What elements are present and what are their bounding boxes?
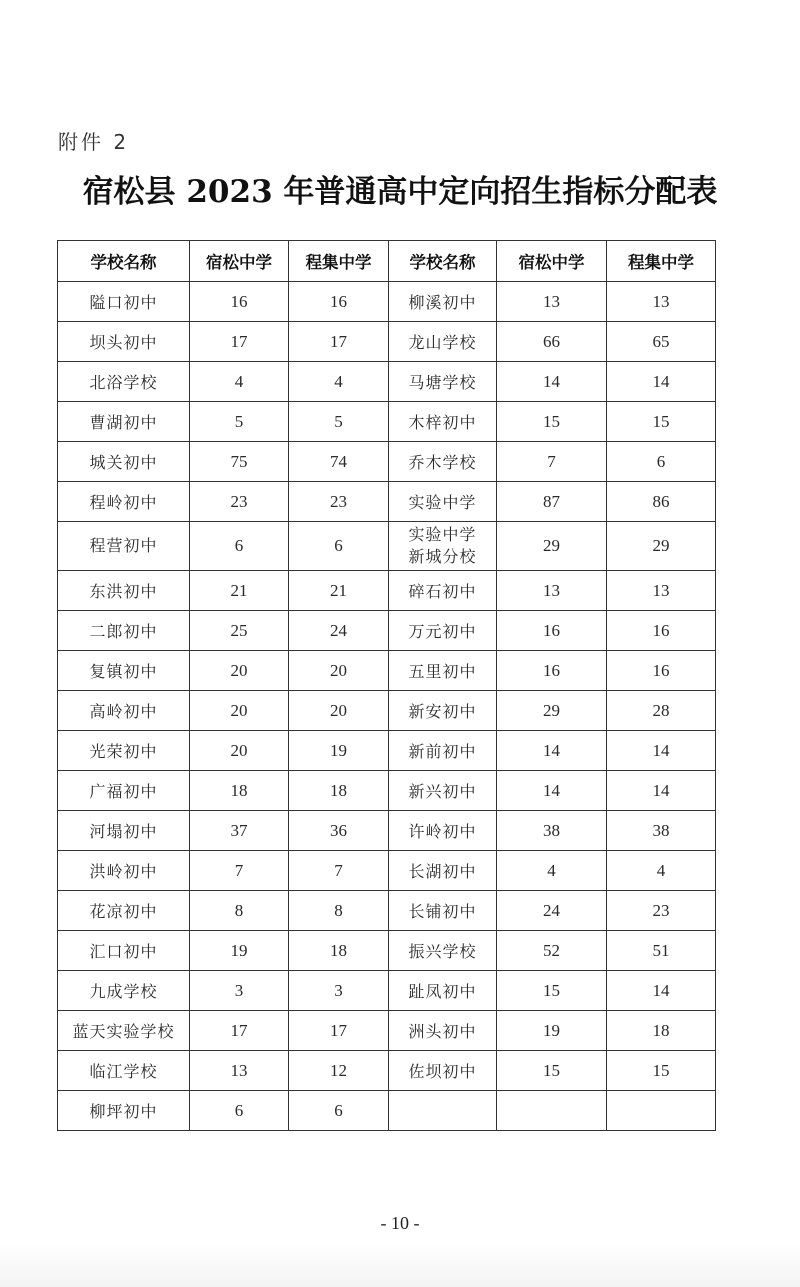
susong-quota-cell: 14 <box>497 362 607 402</box>
chengji-quota-cell: 28 <box>607 691 716 731</box>
chengji-quota-cell: 14 <box>607 362 716 402</box>
table-row <box>58 731 716 771</box>
susong-quota-cell: 23 <box>190 482 289 522</box>
susong-quota-cell: 5 <box>190 402 289 442</box>
table-row <box>58 362 716 402</box>
document-title: 宿松县 2023 年普通高中定向招生指标分配表 <box>82 174 718 210</box>
school-name-cell: 九成学校 <box>58 971 190 1011</box>
header-susong-left: 宿松中学 <box>190 241 289 282</box>
school-name-cell: 临江学校 <box>58 1051 190 1091</box>
chengji-quota-cell: 6 <box>289 1091 389 1131</box>
susong-quota-cell: 20 <box>190 651 289 691</box>
school-name-cell: 程岭初中 <box>58 482 190 522</box>
header-school-name-right: 学校名称 <box>389 241 497 282</box>
table-row <box>58 651 716 691</box>
susong-quota-cell: 20 <box>190 731 289 771</box>
susong-quota-cell: 8 <box>190 891 289 931</box>
susong-quota-cell: 75 <box>190 442 289 482</box>
school-name-cell: 龙山学校 <box>389 322 497 362</box>
table-header-row <box>58 241 716 282</box>
susong-quota-cell: 87 <box>497 482 607 522</box>
school-name-cell: 花凉初中 <box>58 891 190 931</box>
school-name-cell: 洲头初中 <box>389 1011 497 1051</box>
chengji-quota-cell: 14 <box>607 971 716 1011</box>
school-name-cell: 程营初中 <box>58 522 190 571</box>
chengji-quota-cell: 36 <box>289 811 389 851</box>
school-name-cell: 许岭初中 <box>389 811 497 851</box>
table-row <box>58 971 716 1011</box>
susong-quota-cell: 15 <box>497 1051 607 1091</box>
school-name-cell: 复镇初中 <box>58 651 190 691</box>
susong-quota-cell: 29 <box>497 691 607 731</box>
allocation-table <box>57 240 716 1131</box>
susong-quota-cell: 29 <box>497 522 607 571</box>
susong-quota-cell: 16 <box>190 282 289 322</box>
school-name-cell: 城关初中 <box>58 442 190 482</box>
susong-quota-cell: 13 <box>497 571 607 611</box>
chengji-quota-cell: 18 <box>607 1011 716 1051</box>
chengji-quota-cell: 13 <box>607 571 716 611</box>
table-row <box>58 851 716 891</box>
susong-quota-cell: 13 <box>497 282 607 322</box>
susong-quota-cell: 6 <box>190 522 289 571</box>
chengji-quota-cell: 3 <box>289 971 389 1011</box>
table-row <box>58 402 716 442</box>
attachment-label: 附件 2 <box>58 130 130 154</box>
susong-quota-cell: 14 <box>497 771 607 811</box>
table-row <box>58 322 716 362</box>
susong-quota-cell: 17 <box>190 1011 289 1051</box>
school-name-cell: 河塌初中 <box>58 811 190 851</box>
school-name-cell: 万元初中 <box>389 611 497 651</box>
susong-quota-cell: 37 <box>190 811 289 851</box>
school-name-cell: 新前初中 <box>389 731 497 771</box>
chengji-quota-cell: 51 <box>607 931 716 971</box>
susong-quota-cell: 7 <box>190 851 289 891</box>
chengji-quota-cell: 4 <box>289 362 389 402</box>
susong-quota-cell: 18 <box>190 771 289 811</box>
susong-quota-cell <box>497 1091 607 1131</box>
school-name-cell: 振兴学校 <box>389 931 497 971</box>
school-name-cell: 坝头初中 <box>58 322 190 362</box>
chengji-quota-cell: 29 <box>607 522 716 571</box>
school-name-cell: 五里初中 <box>389 651 497 691</box>
school-name-cell: 二郎初中 <box>58 611 190 651</box>
susong-quota-cell: 19 <box>497 1011 607 1051</box>
chengji-quota-cell: 15 <box>607 402 716 442</box>
susong-quota-cell: 3 <box>190 971 289 1011</box>
chengji-quota-cell: 20 <box>289 691 389 731</box>
table-row <box>58 771 716 811</box>
chengji-quota-cell: 23 <box>289 482 389 522</box>
school-name-cell <box>389 522 497 571</box>
chengji-quota-cell <box>607 1091 716 1131</box>
header-school-name-left: 学校名称 <box>58 241 190 282</box>
chengji-quota-cell: 13 <box>607 282 716 322</box>
school-name-line: 新城分校 <box>408 547 477 566</box>
header-chengji-right: 程集中学 <box>607 241 716 282</box>
school-name-cell: 乔木学校 <box>389 442 497 482</box>
chengji-quota-cell: 4 <box>607 851 716 891</box>
table-row <box>58 1051 716 1091</box>
susong-quota-cell: 25 <box>190 611 289 651</box>
susong-quota-cell: 16 <box>497 611 607 651</box>
school-name-cell: 实验中学 <box>389 482 497 522</box>
school-name-cell: 长湖初中 <box>389 851 497 891</box>
header-chengji-left: 程集中学 <box>289 241 389 282</box>
school-name-cell: 光荣初中 <box>58 731 190 771</box>
school-name-line: 实验中学 <box>408 525 477 544</box>
susong-quota-cell: 14 <box>497 731 607 771</box>
chengji-quota-cell: 8 <box>289 891 389 931</box>
chengji-quota-cell: 86 <box>607 482 716 522</box>
chengji-quota-cell: 14 <box>607 731 716 771</box>
chengji-quota-cell: 12 <box>289 1051 389 1091</box>
chengji-quota-cell: 7 <box>289 851 389 891</box>
school-name-cell: 汇口初中 <box>58 931 190 971</box>
chengji-quota-cell: 18 <box>289 771 389 811</box>
school-name-cell: 佐坝初中 <box>389 1051 497 1091</box>
table-row <box>58 442 716 482</box>
table-body <box>58 282 716 1131</box>
school-name-cell: 柳坪初中 <box>58 1091 190 1131</box>
table-row <box>58 891 716 931</box>
chengji-quota-cell: 18 <box>289 931 389 971</box>
header-susong-right: 宿松中学 <box>497 241 607 282</box>
chengji-quota-cell: 5 <box>289 402 389 442</box>
susong-quota-cell: 52 <box>497 931 607 971</box>
susong-quota-cell: 20 <box>190 691 289 731</box>
table-row <box>58 571 716 611</box>
susong-quota-cell: 7 <box>497 442 607 482</box>
chengji-quota-cell: 74 <box>289 442 389 482</box>
chengji-quota-cell: 17 <box>289 322 389 362</box>
school-name-cell <box>389 1091 497 1131</box>
page-number: - 10 - <box>380 1213 420 1233</box>
chengji-quota-cell: 14 <box>607 771 716 811</box>
table-row <box>58 282 716 322</box>
school-name-cell: 柳溪初中 <box>389 282 497 322</box>
susong-quota-cell: 16 <box>497 651 607 691</box>
school-name-cell: 东洪初中 <box>58 571 190 611</box>
susong-quota-cell: 15 <box>497 971 607 1011</box>
chengji-quota-cell: 21 <box>289 571 389 611</box>
susong-quota-cell: 24 <box>497 891 607 931</box>
school-name-cell: 碎石初中 <box>389 571 497 611</box>
chengji-quota-cell: 19 <box>289 731 389 771</box>
chengji-quota-cell: 16 <box>289 282 389 322</box>
school-name-cell: 洪岭初中 <box>58 851 190 891</box>
chengji-quota-cell: 16 <box>607 651 716 691</box>
susong-quota-cell: 15 <box>497 402 607 442</box>
school-name-cell: 新安初中 <box>389 691 497 731</box>
school-name-cell: 高岭初中 <box>58 691 190 731</box>
school-name-cell: 趾凤初中 <box>389 971 497 1011</box>
table-row <box>58 611 716 651</box>
table-row <box>58 1011 716 1051</box>
susong-quota-cell: 4 <box>190 362 289 402</box>
school-name-cell: 曹湖初中 <box>58 402 190 442</box>
table-row <box>58 691 716 731</box>
susong-quota-cell: 13 <box>190 1051 289 1091</box>
susong-quota-cell: 19 <box>190 931 289 971</box>
susong-quota-cell: 6 <box>190 1091 289 1131</box>
school-name-cell: 新兴初中 <box>389 771 497 811</box>
susong-quota-cell: 66 <box>497 322 607 362</box>
table-row <box>58 811 716 851</box>
table-row <box>58 482 716 522</box>
susong-quota-cell: 17 <box>190 322 289 362</box>
school-name-cell: 马塘学校 <box>389 362 497 402</box>
chengji-quota-cell: 24 <box>289 611 389 651</box>
school-name-cell: 蓝天实验学校 <box>58 1011 190 1051</box>
table-row <box>58 931 716 971</box>
school-name-cell: 广福初中 <box>58 771 190 811</box>
susong-quota-cell: 4 <box>497 851 607 891</box>
susong-quota-cell: 38 <box>497 811 607 851</box>
chengji-quota-cell: 20 <box>289 651 389 691</box>
table-row <box>58 1091 716 1131</box>
chengji-quota-cell: 17 <box>289 1011 389 1051</box>
chengji-quota-cell: 16 <box>607 611 716 651</box>
susong-quota-cell: 21 <box>190 571 289 611</box>
chengji-quota-cell: 23 <box>607 891 716 931</box>
chengji-quota-cell: 38 <box>607 811 716 851</box>
school-name-cell: 隘口初中 <box>58 282 190 322</box>
school-name-cell: 木梓初中 <box>389 402 497 442</box>
table-row <box>58 522 716 571</box>
school-name-cell: 长铺初中 <box>389 891 497 931</box>
chengji-quota-cell: 6 <box>607 442 716 482</box>
school-name-cell: 北浴学校 <box>58 362 190 402</box>
chengji-quota-cell: 65 <box>607 322 716 362</box>
page-bottom-shade <box>0 1242 800 1287</box>
chengji-quota-cell: 6 <box>289 522 389 571</box>
chengji-quota-cell: 15 <box>607 1051 716 1091</box>
